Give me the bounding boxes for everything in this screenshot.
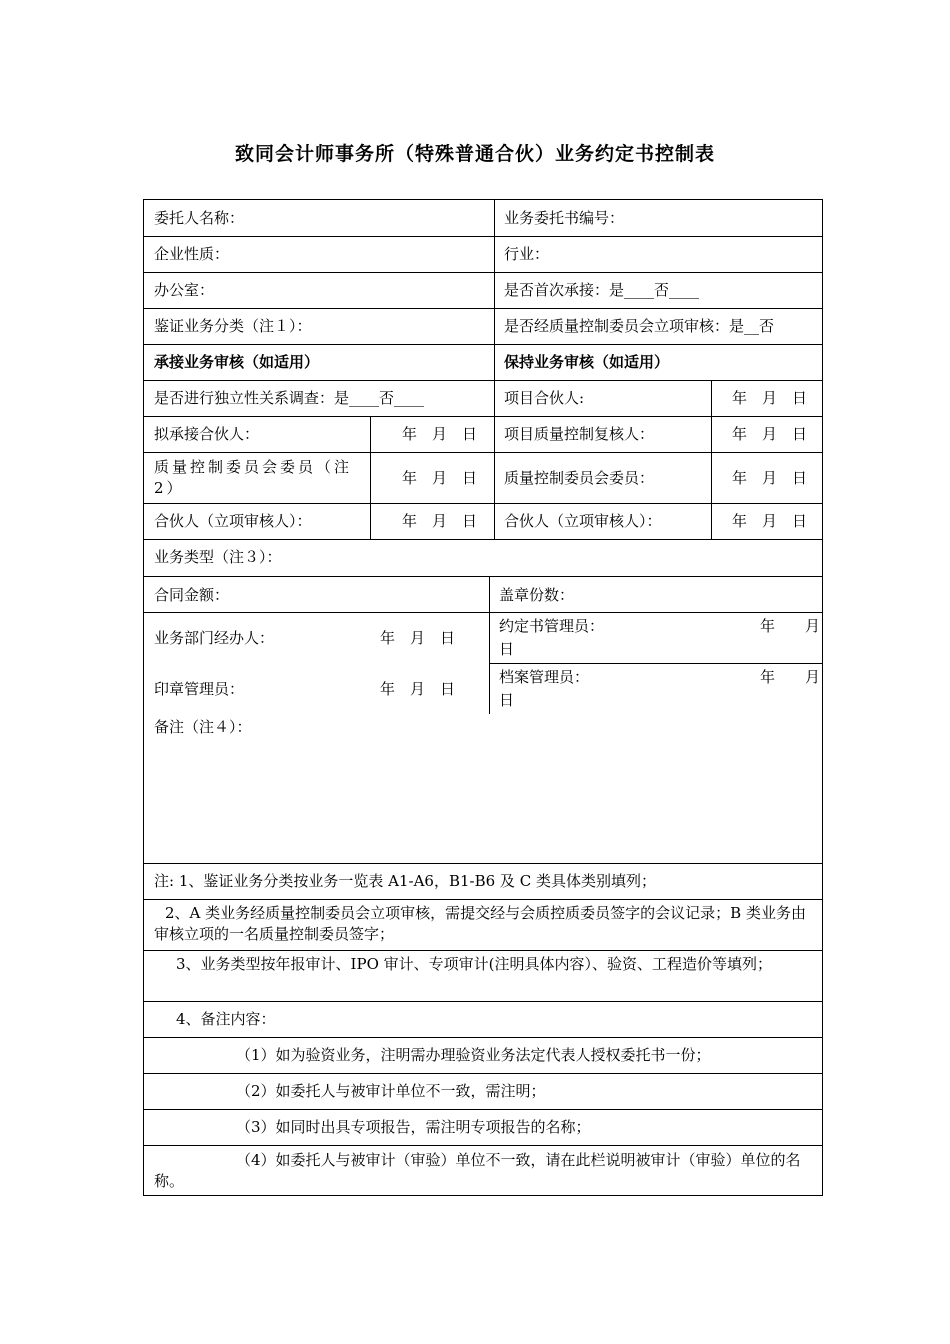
seal-manager-label: 印章管理员： bbox=[154, 680, 245, 698]
date-field-wrap: 年 月 bbox=[760, 668, 821, 686]
note-1: 注: 1、鉴证业务分类按业务一览表 A1-A6，B1-B6 及 C 类具体类别填列； bbox=[154, 872, 656, 890]
note-3: 3、业务类型按年报审计、IPO 审计、专项审计(注明具体内容）、验资、工程造价等填列； bbox=[176, 955, 772, 973]
date-field: 年 月 日 bbox=[732, 389, 808, 407]
note-2: 2、A 类业务经质量控制委员会立项审核，需提交经与会质控质委员签字的会议记录；B 类业务由审核立项的一名质量控制委员签字； bbox=[154, 904, 806, 943]
business-type-label: 业务类型（注３）： bbox=[154, 548, 282, 566]
agreement-manager-label: 约定书管理员： bbox=[499, 617, 605, 635]
assurance-category-label: 鉴证业务分类（注１）： bbox=[154, 317, 312, 335]
note-4-4: （4）如委托人与被审计（审验）单位不一致，请在此栏说明被审计（审验）单位的名称。 bbox=[154, 1151, 801, 1190]
note-4-3: （3）如同时出具专项报告，需注明专项报告的名称； bbox=[236, 1118, 591, 1136]
acceptance-review-heading: 承接业务审核（如适用） bbox=[154, 353, 320, 371]
qc-committee-member-label-right: 质量控制委员会委员： bbox=[504, 469, 655, 487]
date-field: 年 月 日 bbox=[732, 425, 808, 443]
remarks-label: 备注（注４）： bbox=[154, 718, 252, 736]
archive-manager-label: 档案管理员： bbox=[499, 668, 590, 686]
date-field: 年 月 日 bbox=[380, 629, 456, 647]
date-field-wrap: 年 月 bbox=[760, 617, 821, 635]
date-field: 年 月 日 bbox=[402, 469, 478, 487]
first-engagement-label: 是否首次承接：是____否____ bbox=[504, 281, 700, 299]
date-field: 年 月 日 bbox=[380, 680, 456, 698]
client-name-label: 委托人名称： bbox=[154, 209, 245, 227]
date-field: 年 月 日 bbox=[732, 512, 808, 530]
note-4-2: （2）如委托人与被审计单位不一致，需注明； bbox=[236, 1082, 546, 1100]
date-field-wrap: 日 bbox=[499, 640, 515, 658]
eqcr-label: 项目质量控制复核人： bbox=[504, 425, 655, 443]
approving-partner-label-right: 合伙人（立项审核人）： bbox=[504, 512, 662, 530]
date-field-wrap: 日 bbox=[499, 691, 515, 709]
note-4: 4、备注内容： bbox=[176, 1010, 276, 1028]
office-label: 办公室： bbox=[154, 281, 215, 299]
engagement-partner-label: 项目合伙人: bbox=[504, 389, 585, 407]
date-field: 年 月 日 bbox=[402, 425, 478, 443]
proposed-partner-label: 拟承接合伙人： bbox=[154, 425, 260, 443]
engagement-letter-number-label: 业务委托书编号： bbox=[504, 209, 625, 227]
dept-handler-label: 业务部门经办人： bbox=[154, 629, 275, 647]
qc-committee-review-label: 是否经质量控制委员会立项审核：是__否 bbox=[504, 317, 775, 335]
enterprise-nature-label: 企业性质： bbox=[154, 245, 230, 263]
contract-amount-label: 合同金额： bbox=[154, 586, 230, 604]
date-field: 年 月 日 bbox=[732, 469, 808, 487]
approving-partner-label: 合伙人（立项审核人）： bbox=[154, 512, 312, 530]
qc-committee-member-label: 质量控制委员会委员（注2） bbox=[154, 458, 353, 497]
independence-check-label: 是否进行独立性关系调查：是____否____ bbox=[154, 389, 425, 407]
note-4-1: （1）如为验资业务，注明需办理验资业务法定代表人授权委托书一份； bbox=[236, 1046, 711, 1064]
seal-copies-label: 盖章份数： bbox=[499, 586, 575, 604]
industry-label: 行业： bbox=[504, 245, 550, 263]
date-field: 年 月 日 bbox=[402, 512, 478, 530]
continuance-review-heading: 保持业务审核（如适用） bbox=[504, 353, 670, 371]
control-table bbox=[143, 199, 823, 1196]
page-title: 致同会计师事务所（特殊普通合伙）业务约定书控制表 bbox=[234, 143, 715, 165]
